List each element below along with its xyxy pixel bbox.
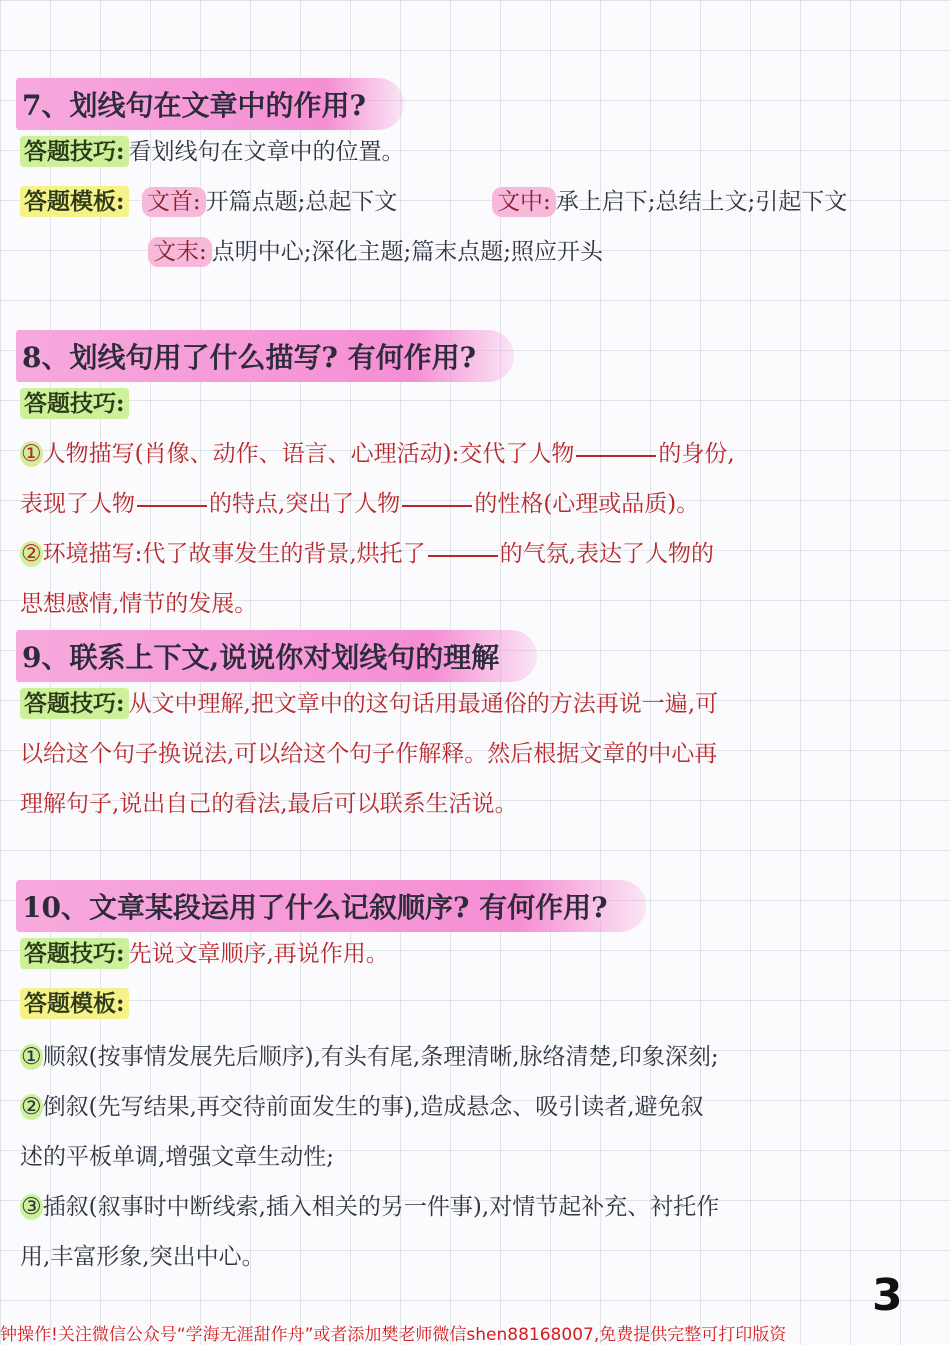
q7-pos1-text: 开篇点题;总起下文 xyxy=(205,189,398,215)
q8-item2-num: ② xyxy=(21,541,42,567)
q8-item2-a: 环境描写:代了故事发生的背景,烘托了 xyxy=(42,541,426,567)
q7-skill-text: 看划线句在文章中的位置。 xyxy=(128,139,405,165)
q8-skill-line xyxy=(20,385,129,418)
q10-skill-line xyxy=(20,935,389,968)
q7-pos2-label: 文中: xyxy=(492,187,556,217)
q10-template-label: 答题模板: xyxy=(20,988,129,1019)
q7-pos2-text: 承上启下;总结上文;引起下文 xyxy=(555,189,848,215)
q10-item2-line2: 述的平板单调,增强文章生动性; xyxy=(20,1144,335,1170)
q7-pos1-label: 文首: xyxy=(142,187,206,217)
q8-title: 8、划线句用了什么描写? 有何作用? xyxy=(16,330,514,382)
q7-pos3-line xyxy=(148,233,603,266)
q8-item1-line1 xyxy=(20,435,735,468)
page-number: 3 xyxy=(872,1270,903,1321)
q10-item2-line1 xyxy=(20,1088,704,1121)
q8-item1-num: ① xyxy=(21,441,42,467)
q8-item2-line2: 思想感情,情节的发展。 xyxy=(20,591,258,617)
q10-item1-num: ① xyxy=(21,1044,42,1070)
q8-item1-e: 的性格(心理或品质)。 xyxy=(474,491,700,517)
q7-pos2-line xyxy=(492,183,847,216)
q8-item1-a: 人物描写(肖像、动作、语言、心理活动):交代了人物 xyxy=(42,441,575,467)
q8-item2-line1 xyxy=(20,535,714,568)
q8-item1-line2 xyxy=(20,485,699,518)
q7-template-line xyxy=(20,183,397,216)
q10-item3-a: 插叙(叙事时中断线索,插入相关的另一件事),对情节起补充、衬托作 xyxy=(42,1194,720,1220)
q10-item3-line2: 用,丰富形象,突出中心。 xyxy=(20,1244,265,1270)
q9-title: 9、联系上下文,说说你对划线句的理解 xyxy=(16,630,537,682)
q9-line3: 理解句子,说出自己的看法,最后可以联系生活说。 xyxy=(20,791,518,817)
q9-line2: 以给这个句子换说法,可以给这个句子作解释。然后根据文章的中心再 xyxy=(20,741,718,767)
q8-item2-b: 的气氛,表达了人物的 xyxy=(499,541,714,567)
q9-skill-label: 答题技巧: xyxy=(20,688,129,719)
answer-blank xyxy=(402,504,472,507)
answer-blank xyxy=(137,504,207,507)
q7-pos3-text: 点明中心;深化主题;篇末点题;照应开头 xyxy=(211,239,603,265)
answer-blank xyxy=(576,454,656,457)
q7-skill-label: 答题技巧: xyxy=(20,136,129,167)
q7-template-label: 答题模板: xyxy=(20,186,129,217)
q7-title: 7、划线句在文章中的作用? xyxy=(16,78,404,130)
q10-template-line xyxy=(20,985,129,1018)
q10-title: 10、文章某段运用了什么记叙顺序? 有何作用? xyxy=(16,880,646,932)
q7-pos3-label: 文末: xyxy=(148,237,212,267)
q9-line1-text: 从文中理解,把文章中的这句话用最通俗的方法再说一遍,可 xyxy=(128,691,719,717)
q10-skill-text: 先说文章顺序,再说作用。 xyxy=(128,941,389,967)
q10-item2-num: ② xyxy=(21,1094,42,1120)
answer-blank xyxy=(428,554,498,557)
q8-item1-c: 表现了人物 xyxy=(20,491,135,517)
q10-item2-a: 倒叙(先写结果,再交待前面发生的事),造成悬念、吸引读者,避免叙 xyxy=(42,1094,704,1120)
q9-line1 xyxy=(20,685,718,718)
q8-skill-label: 答题技巧: xyxy=(20,388,129,419)
q10-item1-text: 顺叙(按事情发展先后顺序),有头有尾,条理清晰,脉络清楚,印象深刻; xyxy=(42,1044,719,1070)
q8-item1-d: 的特点,突出了人物 xyxy=(209,491,401,517)
q8-item1-b: 的身份, xyxy=(658,441,735,467)
footer-notice: 钟操作!关注微信公众号“学海无涯甜作舟”或者添加樊老师微信shen88168007,免费提供完整可打印版资 xyxy=(0,1325,787,1345)
q10-item3-num: ③ xyxy=(21,1194,42,1220)
q10-item3-line1 xyxy=(20,1188,719,1221)
q10-skill-label: 答题技巧: xyxy=(20,938,129,969)
q7-skill-line xyxy=(20,133,405,166)
q10-item1 xyxy=(20,1038,719,1071)
